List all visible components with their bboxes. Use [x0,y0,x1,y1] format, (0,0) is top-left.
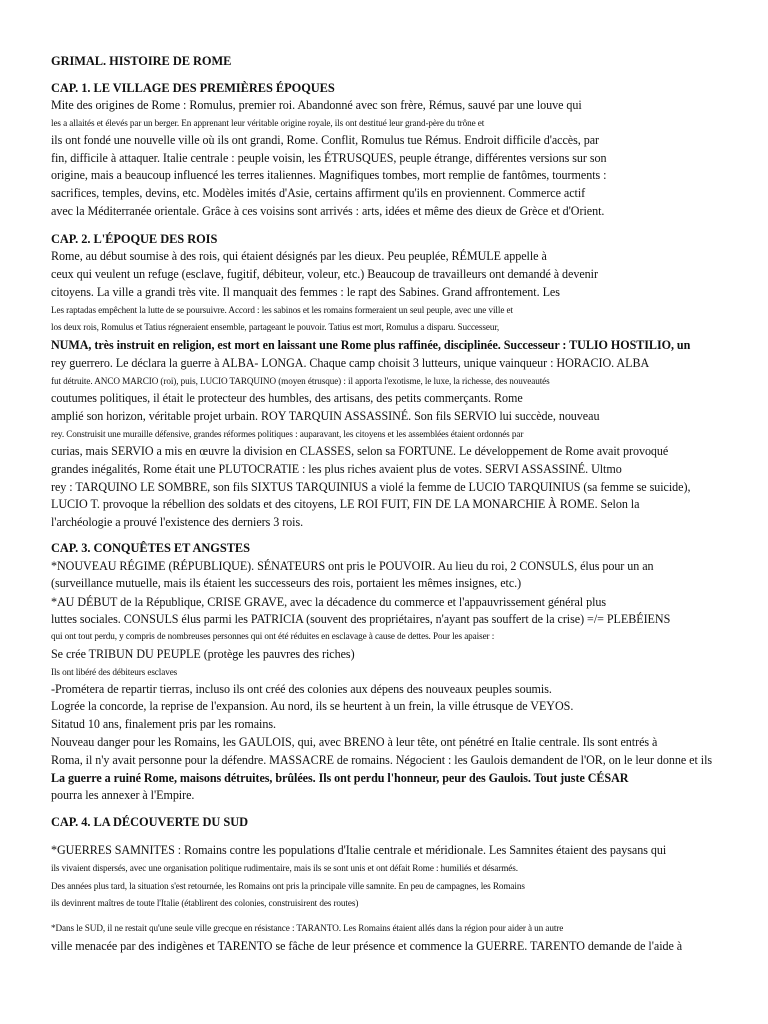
text-line: *GUERRES SAMNITES : Romains contre les populations d'Italie centrale et méridionale. Les Samnites étaient des paysans qui [51,843,667,857]
text-line: ils devinrent maîtres de toute l'Italie (établirent des colonies, construisirent des routes) [51,898,359,908]
text-line: citoyens. La ville a grandi très vite. Il manquait des femmes : le rapt des Sabines. Grand affrontement. Les [51,285,560,299]
text-line: sacrifices, temples, devins, etc. Modèles imités d'Asie, certains affirment qu'ils en proviennent. Commerce actif [51,186,586,200]
text-line: *Dans le SUD, il ne restait qu'une seule ville grecque en résistance : TARANTO. Les Romains étaient allés dans la région pour aider à un autre [51,923,564,933]
text-line: Mite des origines de Rome : Romulus, premier roi. Abandonné avec son frère, Rémus, sauvé par une louve qui [51,98,582,112]
text-line: *NOUVEAU RÉGIME (RÉPUBLIQUE). SÉNATEURS ont pris le POUVOIR. Au lieu du roi, 2 CONSULS, élus pour un an [51,559,654,573]
text-line: *AU DÉBUT de la République, CRISE GRAVE, avec la décadence du commerce et l'appauvrissement général plus [51,595,607,609]
text-line: qui ont tout perdu, y compris de nombreuses personnes qui ont été réduites en esclavage à cause de dettes. Pour les apaiser : [51,631,495,641]
text-line: los deux rois, Romulus et Tatius régneraient ensemble, partageant le pouvoir. Tatius est mort, Romulus a disparu. Successeur, [51,322,500,332]
text-line: amplié son horizon, véritable projet urbain. ROY TARQUIN ASSASSINÉ. Son fils SERVIO lui succède, nouveau [51,409,600,423]
text-line: Les raptadas empêchent la lutte de se poursuivre. Accord : les sabinos et les romains formeraient un seul peuple, avec une ville et [51,305,513,315]
text-line: Roma, il n'y avait personne pour la défendre. MASSACRE de romains. Négocient : les Gaulois demandent de l'OR, on le leur donne et ils [51,753,713,767]
text-line: fut détruite. ANCO MARCIO (roi), puis, LUCIO TARQUINO (moyen étrusque) : il apporta l'exotisme, le luxe, la richesse, des nouveautés [51,376,550,386]
document-title: GRIMAL. HISTOIRE DE ROME [51,54,232,68]
chapter-1-heading: CAP. 1. LE VILLAGE DES PREMIÈRES ÉPOQUES [51,81,335,95]
text-line: LUCIO T. provoque la rébellion des soldats et des citoyens, LE ROI FUIT, FIN DE LA MONARCHIE À ROME. Selon la [51,497,640,511]
text-line: Logrée la concorde, la reprise de l'expansion. Au nord, ils se heurtent à un frein, la ville étrusque de VEYOS. [51,699,574,713]
text-line: Se crée TRIBUN DU PEUPLE (protège les pauvres des riches) [51,647,355,661]
text-line: rey : TARQUINO LE SOMBRE, son fils SIXTUS TARQUINIUS a violé la femme de LUCIO TARQUINIUS (sa femme se suicide), [51,480,691,494]
text-line-bold: La guerre a ruiné Rome, maisons détruites, brûlées. Ils ont perdu l'honneur, peur des Gaulois. Tout juste CÉSAR [51,771,629,785]
text-line: curias, mais SERVIO a mis en œuvre la division en CLASSES, selon sa FORTUNE. Le développement de Rome avait provoqué [51,444,669,458]
text-line: fin, difficile à attaquer. Italie centrale : peuple voisin, les ÉTRUSQUES, peuple étrange, différentes versions sur son [51,151,607,165]
text-line: l'archéologie a prouvé l'existence des derniers 3 rois. [51,515,304,529]
text-line: Ils ont libéré des débiteurs esclaves [51,667,178,677]
text-line: ils ont fondé une nouvelle ville où ils ont grandi, Rome. Conflit, Romulus tue Rémus. Endroit difficile d'accès, par [51,133,600,147]
text-line: Rome, au début soumise à des rois, qui étaient désignés par les dieux. Peu peuplée, RÉMULE appelle à [51,249,547,263]
text-line: les a allaités et élevés par un berger. En apprenant leur véritable origine royale, ils ont destitué leur grand-père du trône et [51,118,485,128]
text-line: luttes sociales. CONSULS élus parmi les PATRICIA (souvent des propriétaires, n'ayant pas souffert de la crise) =/= PLEBÉIENS [51,612,671,626]
text-line: rey guerrero. Le déclara la guerre à ALBA- LONGA. Chaque camp choisit 3 lutteurs, unique vainqueur : HORACIO. ALBA [51,356,650,370]
text-line: Des années plus tard, la situation s'est retournée, les Romains ont pris la principale ville samnite. En peu de campagnes, les Romains [51,881,525,891]
text-line: coutumes politiques, il était le protecteur des humbles, des artisans, des petits commerçants. Rome [51,391,523,405]
chapter-4-heading: CAP. 4. LA DÉCOUVERTE DU SUD [51,815,249,829]
text-line: (surveillance mutuelle, mais ils étaient les successeurs des rois, portaient les mêmes insignes, etc.) [51,576,522,590]
text-line: -Prométera de repartir tierras, incluso ils ont créé des colonies aux dépens des nouveaux peuples soumis. [51,682,552,696]
text-line: pourra les annexer à l'Empire. [51,788,195,802]
chapter-3-heading: CAP. 3. CONQUÊTES ET ANGSTES [51,541,250,555]
text-line: avec la Méditerranée orientale. Grâce à ces voisins sont arrivés : arts, idées et même des dieux de Grèce et d'Orient. [51,204,605,218]
text-line: rey. Construisit une muraille défensive, grandes réformes politiques : auparavant, les citoyens et les assemblées étaient ordonnés par [51,429,524,439]
text-line-bold: NUMA, très instruit en religion, est mort en laissant une Rome plus raffinée, disciplinée. Successeur : TULIO HOSTILIO, un [51,338,691,352]
text-line: Nouveau danger pour les Romains, les GAULOIS, qui, avec BRENO à leur tête, ont pénétré en Italie centrale. Ils sont entrés à [51,735,658,749]
text-line: grandes inégalités, Rome était une PLUTOCRATIE : les plus riches avaient plus de votes. SERVI ASSASSINÉ. Ultmo [51,462,622,476]
chapter-2-heading: CAP. 2. L'ÉPOQUE DES ROIS [51,232,218,246]
text-line: Sitatud 10 ans, finalement pris par les romains. [51,717,276,731]
text-line: ils vivaient dispersés, avec une organisation politique rudimentaire, mais ils se sont unis et ont défait Rome : humiliés et désarmés. [51,863,518,873]
text-line: ceux qui veulent un refuge (esclave, fugitif, débiteur, voleur, etc.) Beaucoup de travailleurs ont demandé à devenir [51,267,598,281]
text-line: ville menacée par des indigènes et TARENTO se fâche de leur présence et commence la GUERRE. TARENTO demande de l'aide à [51,939,683,953]
text-line: origine, mais a beaucoup influencé les terres italiennes. Magnifiques tombes, mort remplie de fantômes, tourments : [51,168,607,182]
